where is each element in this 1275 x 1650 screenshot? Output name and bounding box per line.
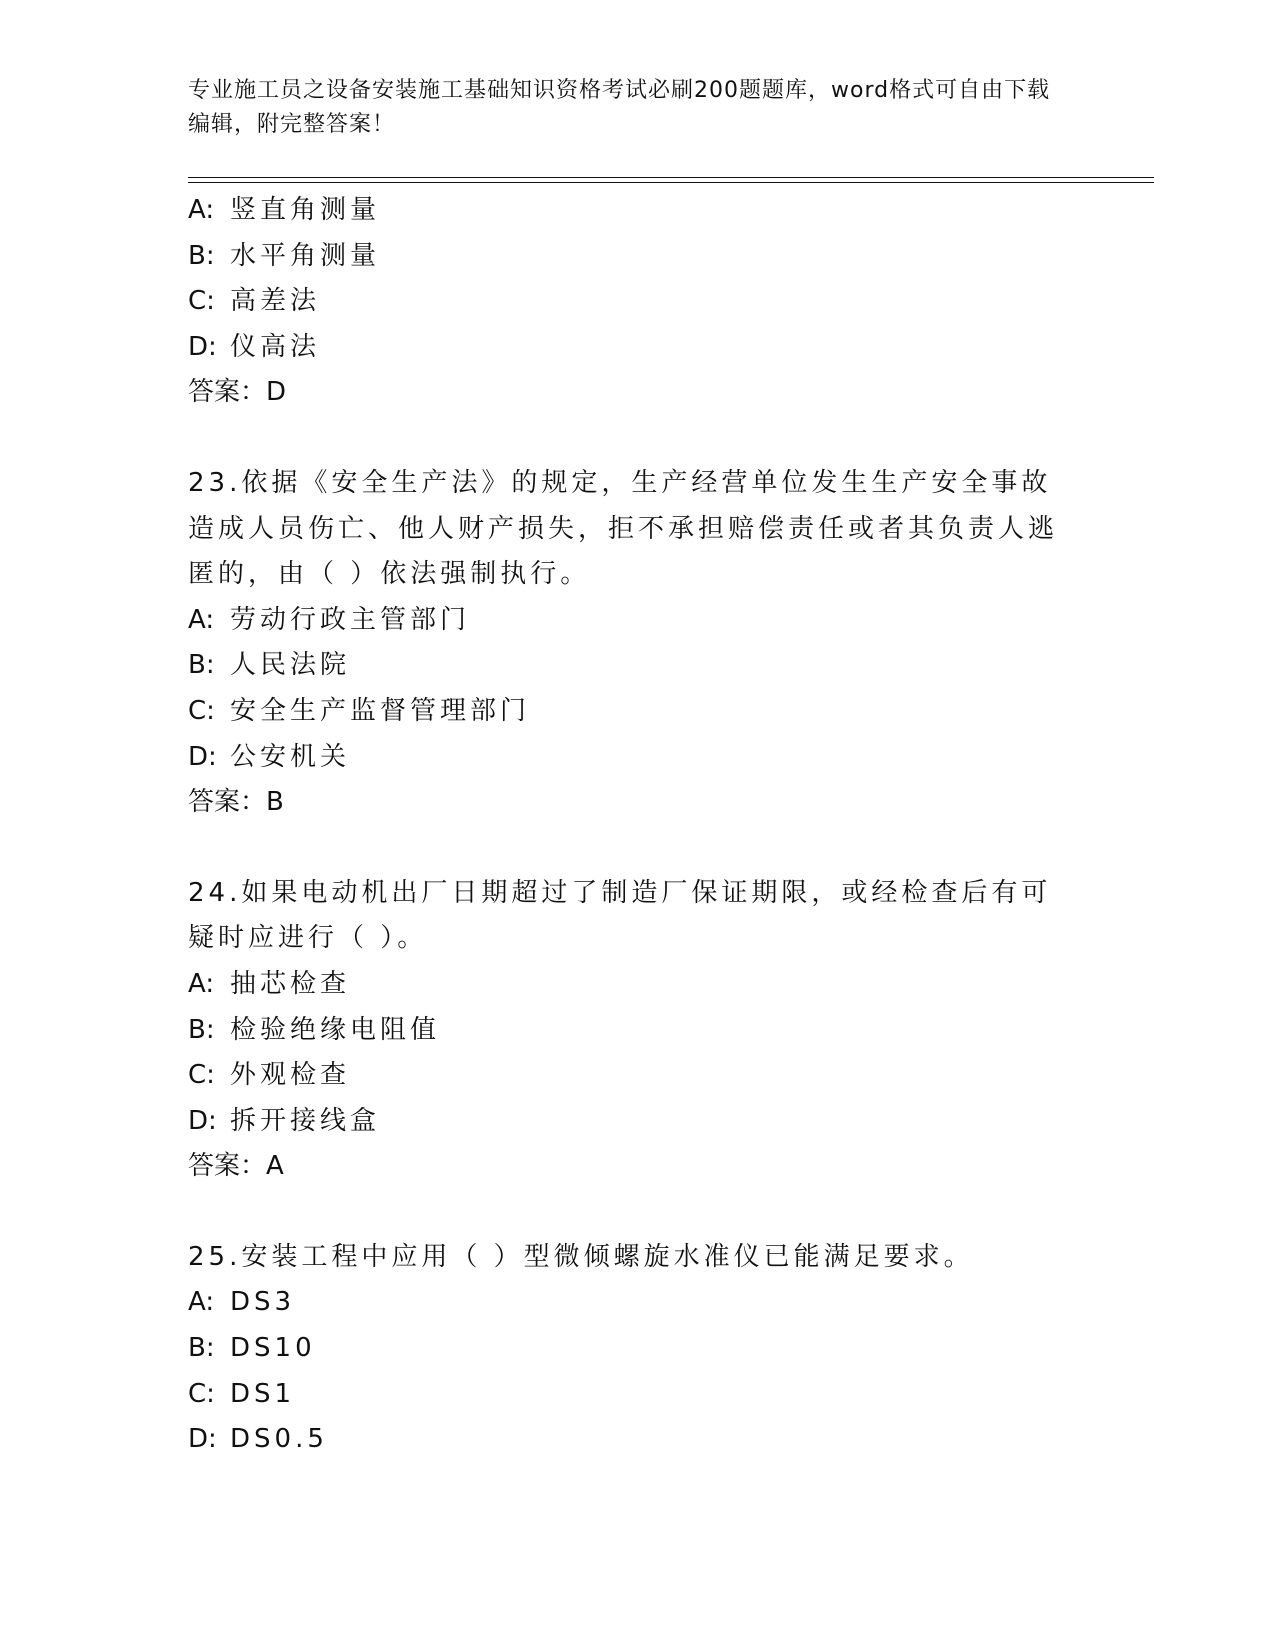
option-text: 劳动行政主管部门 bbox=[230, 604, 471, 635]
option-label: C: bbox=[188, 286, 215, 317]
option-label: B: bbox=[188, 1333, 215, 1364]
option-text: 仪高法 bbox=[230, 331, 321, 362]
option-label: A: bbox=[188, 1287, 215, 1318]
question-text: 23.依据《安全生产法》的规定，生产经营单位发生生产安全事故造成人员伤亡、他人财产损失，拒不承担赔偿责任或者其负责人逃匿的，由（ ）依法强制执行。 bbox=[188, 467, 1059, 590]
header-rule-top bbox=[188, 177, 1154, 178]
option-label: C: bbox=[188, 1378, 215, 1409]
prev-question-options bbox=[188, 188, 1088, 416]
option-text: 高差法 bbox=[230, 286, 321, 317]
option-label: B: bbox=[188, 650, 215, 681]
option-label: C: bbox=[188, 1060, 215, 1091]
option-label: D: bbox=[188, 741, 217, 772]
option-text: 检验绝缘电阻值 bbox=[230, 1014, 441, 1045]
document-header: 专业施工员之设备安装施工基础知识资格考试必刷200题题库，word格式可自由下载编辑，附完整答案！ bbox=[188, 78, 1051, 137]
option-text: 外观检查 bbox=[230, 1060, 351, 1091]
question-text: 24.如果电动机出厂日期超过了制造厂保证期限，或经检查后有可疑时应进行（ ）。 bbox=[188, 877, 1052, 954]
option-text: DS10 bbox=[230, 1333, 316, 1364]
option-d bbox=[188, 1099, 1088, 1145]
option-c bbox=[188, 1053, 1088, 1099]
option-a bbox=[188, 598, 1088, 644]
option-c bbox=[188, 689, 1088, 735]
option-label: B: bbox=[188, 1014, 215, 1045]
option-text: 人民法院 bbox=[230, 650, 351, 681]
option-label: C: bbox=[188, 695, 215, 726]
option-text: 公安机关 bbox=[230, 741, 351, 772]
question-23 bbox=[188, 461, 1088, 826]
answer-line: 答案：A bbox=[188, 1151, 284, 1182]
option-a bbox=[188, 962, 1088, 1008]
option-d bbox=[188, 325, 1088, 371]
answer-line: 答案：B bbox=[188, 787, 284, 818]
document-body bbox=[188, 188, 1088, 1463]
option-text: 竖直角测量 bbox=[230, 195, 381, 225]
option-label: A: bbox=[188, 968, 215, 999]
option-b bbox=[188, 1008, 1088, 1054]
option-text: 水平角测量 bbox=[230, 240, 381, 271]
option-b bbox=[188, 234, 1088, 280]
option-text: DS3 bbox=[230, 1287, 296, 1318]
option-d bbox=[188, 735, 1088, 781]
option-label: A: bbox=[188, 195, 215, 225]
option-label: D: bbox=[188, 1105, 217, 1136]
option-text: DS0.5 bbox=[230, 1424, 328, 1455]
question-text: 25.安装工程中应用（ ）型微倾螺旋水准仪已能满足要求。 bbox=[188, 1241, 974, 1272]
option-c bbox=[188, 279, 1088, 325]
header-rule-bottom bbox=[188, 182, 1154, 183]
option-a bbox=[188, 188, 1088, 234]
question-24 bbox=[188, 871, 1088, 1190]
option-c bbox=[188, 1372, 1088, 1418]
option-a bbox=[188, 1280, 1088, 1326]
option-label: A: bbox=[188, 604, 215, 635]
option-d bbox=[188, 1417, 1088, 1463]
option-text: DS1 bbox=[230, 1378, 296, 1409]
option-b bbox=[188, 1326, 1088, 1372]
option-label: D: bbox=[188, 1424, 217, 1455]
option-text: 拆开接线盒 bbox=[230, 1105, 381, 1136]
question-25 bbox=[188, 1235, 1088, 1463]
option-label: D: bbox=[188, 331, 217, 362]
option-b bbox=[188, 643, 1088, 689]
option-text: 安全生产监督管理部门 bbox=[230, 695, 531, 726]
answer-line: 答案：D bbox=[188, 377, 287, 408]
option-label: B: bbox=[188, 240, 215, 271]
option-text: 抽芯检查 bbox=[230, 968, 351, 999]
